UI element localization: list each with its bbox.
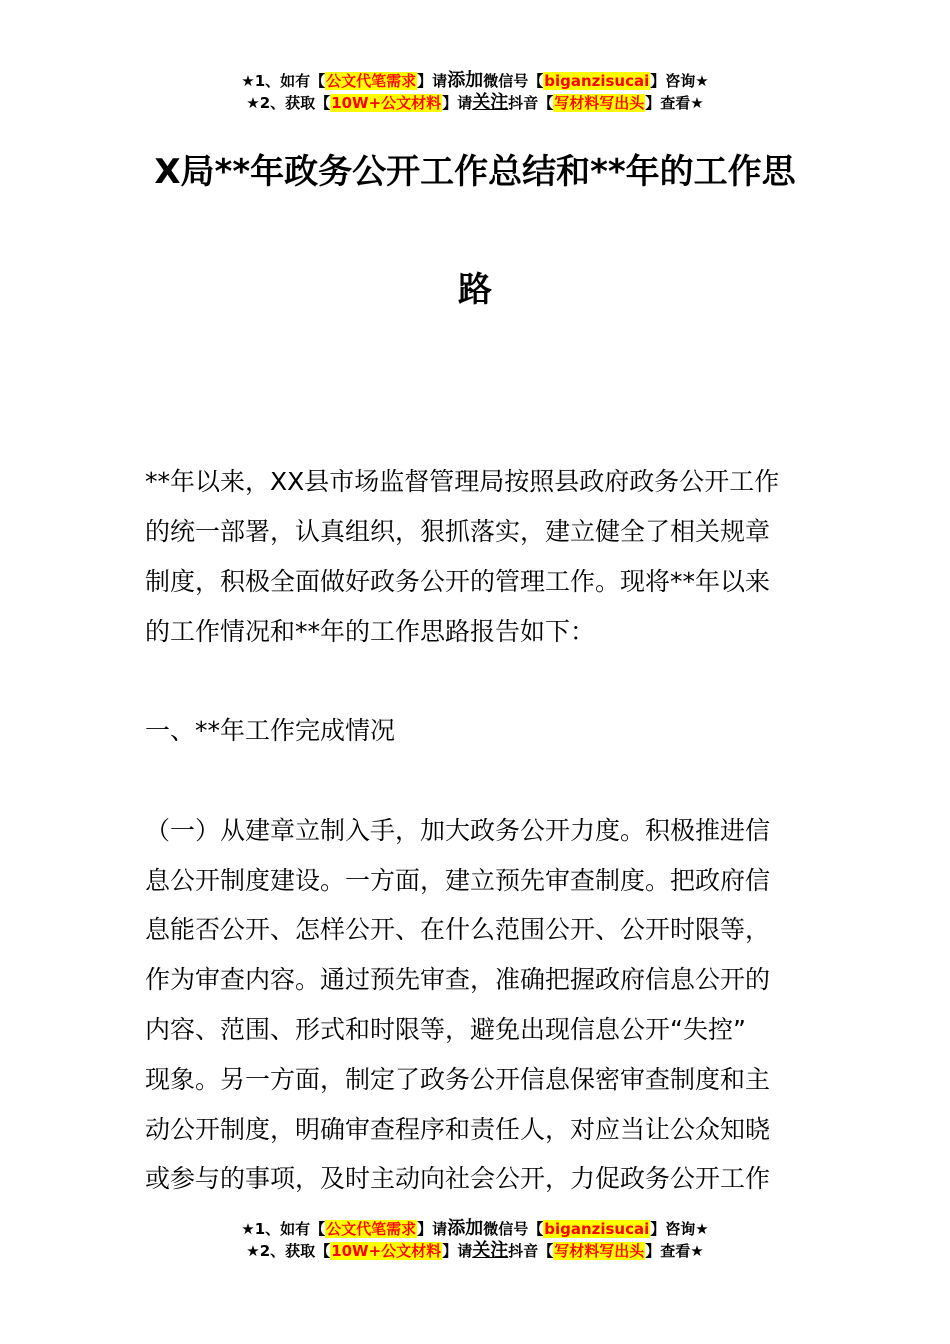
banner-line-1: ★1、如有【公文代笔需求】请添加微信号【biganzisucai】咨询★ [241, 1218, 709, 1239]
highlight-materials: 10W+公文材料 [331, 94, 442, 112]
body-line: **年以来，XX县市场监督管理局按照县政府政务公开工作 [145, 467, 780, 496]
footer-banner [0, 1218, 950, 1262]
section-heading: 一、**年工作完成情况 [145, 716, 396, 745]
document-title-line-1: X局**年政务公开工作总结和**年的工作思 [154, 152, 796, 192]
body-line: 的统一部署，认真组织，狠抓落实，建立健全了相关规章 [145, 517, 771, 546]
body-line: 的工作情况和**年的工作思路报告如下： [145, 617, 596, 646]
banner-line-1: ★1、如有【公文代笔需求】请添加微信号【biganzisucai】咨询★ [241, 70, 709, 91]
body-line: 现象。另一方面，制定了政务公开信息保密审查制度和主 [145, 1065, 771, 1094]
body-line: 作为审查内容。通过预先审查，准确把握政府信息公开的 [145, 965, 771, 994]
body-line: 或参与的事项，及时主动向社会公开，力促政务公开工作 [145, 1164, 771, 1193]
highlight-wechat-id: biganzisucai [544, 72, 650, 90]
highlight-douyin-account: 写材料写出头 [554, 1242, 645, 1260]
highlight-wechat-id: biganzisucai [544, 1220, 650, 1238]
body-line: 息公开制度建设。一方面，建立预先审查制度。把政府信 [145, 866, 771, 895]
highlight-service: 公文代笔需求 [326, 72, 417, 90]
banner-line-2: ★2、获取【10W+公文材料】请关注抖音【写材料写出头】查看★ [246, 1240, 704, 1261]
document-title-line-2: 路 [458, 270, 492, 310]
body-line: 动公开制度，明确审查程序和责任人，对应当让公众知晓 [145, 1115, 771, 1144]
highlight-service: 公文代笔需求 [326, 1220, 417, 1238]
highlight-douyin-account: 写材料写出头 [554, 94, 645, 112]
body-line: 制度，积极全面做好政务公开的管理工作。现将**年以来 [145, 567, 771, 596]
body-line: 内容、范围、形式和时限等，避免出现信息公开“失控” [145, 1015, 746, 1044]
body-line: 息能否公开、怎样公开、在什么范围公开、公开时限等， [145, 915, 771, 944]
highlight-materials: 10W+公文材料 [331, 1242, 442, 1260]
body-line: （一）从建章立制入手，加大政务公开力度。积极推进信 [145, 816, 771, 845]
header-banner [0, 70, 950, 114]
banner-line-2: ★2、获取【10W+公文材料】请关注抖音【写材料写出头】查看★ [246, 92, 704, 113]
